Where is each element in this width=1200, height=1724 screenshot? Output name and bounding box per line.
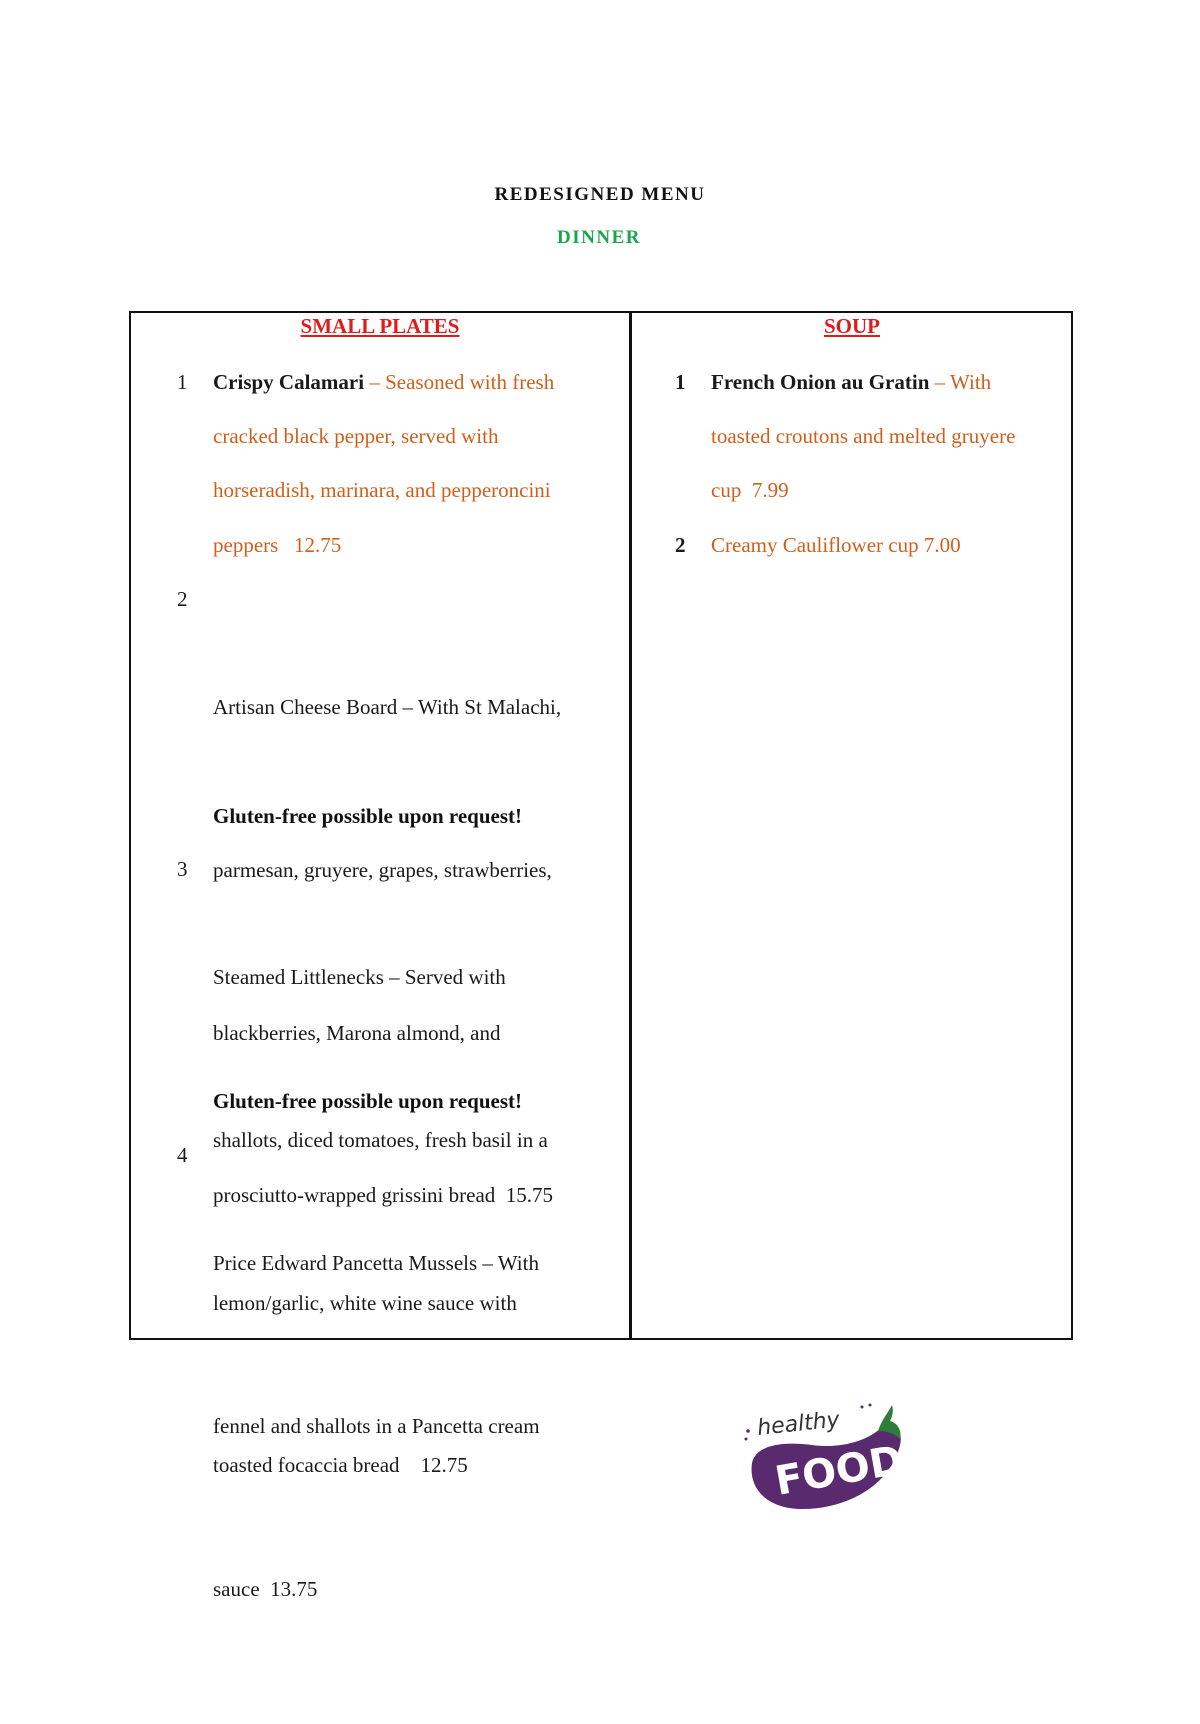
item-description: toasted croutons and melted gruyere xyxy=(711,424,1016,449)
soup-column xyxy=(632,313,1072,1505)
item-number: 2 xyxy=(675,533,686,557)
item-description: Creamy Cauliflower cup 7.00 xyxy=(711,533,961,557)
item-description: With xyxy=(950,370,992,394)
page-title: REDESIGNED MENU xyxy=(494,184,706,205)
item-line xyxy=(213,355,623,409)
item-number: 2 xyxy=(177,587,188,611)
item-description: blackberries, Marona almond, and xyxy=(213,1020,501,1045)
item-description: peppers 12.75 xyxy=(213,532,342,557)
item-number: 1 xyxy=(675,370,686,394)
small-plates-heading: SMALL PLATES xyxy=(300,314,460,338)
item-number: 1 xyxy=(177,370,188,394)
healthy-food-logo xyxy=(742,1401,912,1521)
item-description: lemon/garlic, white wine sauce with xyxy=(213,1290,517,1315)
item-number: 3 xyxy=(177,857,188,881)
item-description: fennel and shallots in a Pancetta cream xyxy=(213,1414,540,1439)
logo-top-word: healthy xyxy=(756,1407,841,1441)
gluten-free-note: Gluten-free possible upon request! xyxy=(213,1089,522,1113)
item-description: horseradish, marinara, and pepperoncini xyxy=(213,478,551,503)
soup-heading: SOUP xyxy=(823,314,880,338)
item-description: Steamed Littlenecks – Served with xyxy=(213,965,506,990)
item-description: Seasoned with fresh xyxy=(385,370,555,394)
item-description: toasted focaccia bread 12.75 xyxy=(213,1453,468,1478)
eggplant-logo-icon xyxy=(742,1401,912,1521)
item-name: French Onion au Gratin xyxy=(711,370,930,394)
logo-bottom-word: FOOD xyxy=(771,1437,907,1505)
item-separator: – xyxy=(364,370,386,394)
item-description: shallots, diced tomatoes, fresh basil in a xyxy=(213,1128,548,1153)
item-number: 4 xyxy=(177,1143,188,1167)
page-subtitle: DINNER xyxy=(557,227,641,248)
item-description: parmesan, gruyere, grapes, strawberries, xyxy=(213,858,552,883)
item-description: cracked black pepper, served with xyxy=(213,424,499,449)
item-name: Crispy Calamari xyxy=(213,370,365,394)
item-separator: – xyxy=(929,370,951,394)
small-plates-column xyxy=(131,313,629,1601)
menu-table xyxy=(129,311,1073,1601)
gluten-free-note: Gluten-free possible upon request! xyxy=(213,804,522,828)
item-description: Artisan Cheese Board – With St Malachi, xyxy=(213,695,562,720)
item-description: cup 7.99 xyxy=(711,478,789,503)
item-description: Price Edward Pancetta Mussels – With xyxy=(213,1251,539,1276)
item-description: sauce 13.75 xyxy=(213,1576,318,1601)
item-line xyxy=(711,355,1081,409)
item-description: prosciutto-wrapped grissini bread 15.75 xyxy=(213,1183,554,1208)
